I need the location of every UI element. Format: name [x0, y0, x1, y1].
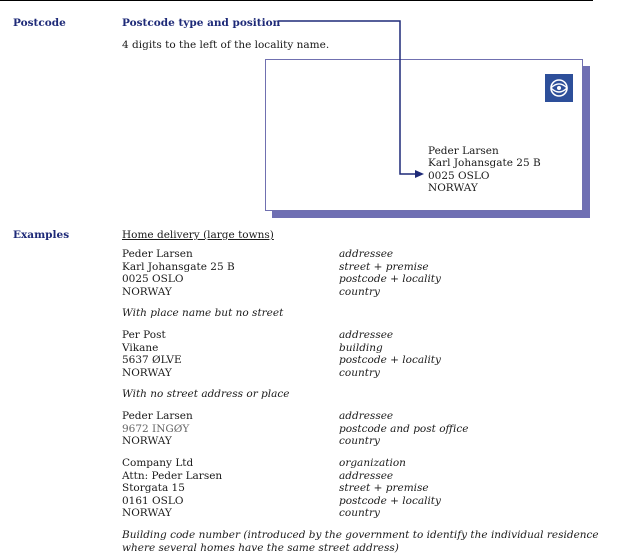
address-line: Peder Larsen — [122, 248, 193, 260]
address-line: Karl Johansgate 25 B — [122, 260, 235, 273]
examples-label: Examples — [13, 229, 70, 241]
footnote-line: where several homes have the same street address) — [122, 541, 399, 554]
example-2-descriptions — [339, 329, 441, 379]
description-line: postcode + locality — [339, 494, 441, 507]
address-line: 9672 INGØY — [122, 422, 190, 435]
address-line: NORWAY — [122, 366, 172, 379]
description-line: addressee — [339, 329, 394, 341]
address-line: 0025 OSLO — [122, 273, 184, 286]
envelope-line: Karl Johansgate 25 B — [428, 157, 541, 170]
address-line: 0161 OSLO — [122, 494, 184, 507]
address-line: NORWAY — [122, 435, 172, 448]
address-line: Storgata 15 — [122, 482, 185, 495]
address-line: NORWAY — [122, 285, 172, 298]
address-line: Attn: Peder Larsen — [122, 469, 223, 482]
example-4-descriptions — [339, 457, 441, 520]
example-3-address — [122, 410, 193, 448]
envelope-line: 0025 OSLO — [428, 169, 490, 182]
address-line: Per Post — [122, 329, 166, 341]
example-1-address — [122, 248, 235, 298]
description-line: building — [339, 341, 383, 354]
description-line: addressee — [339, 410, 394, 422]
description-line: street + premise — [339, 482, 429, 495]
description-line: street + premise — [339, 260, 429, 273]
example-4-address — [122, 457, 222, 520]
description-line: postcode + locality — [339, 354, 441, 367]
address-line: Peder Larsen — [122, 410, 193, 422]
description-line: country — [339, 507, 380, 520]
address-line: Company Ltd — [122, 457, 194, 469]
postcode-description: 4 digits to the left of the locality name. — [122, 39, 330, 51]
postcode-title: Postcode type and position — [122, 17, 281, 29]
building-code-note — [122, 529, 602, 554]
description-line: organization — [339, 457, 406, 469]
envelope-line: Peder Larsen — [428, 145, 499, 157]
address-line: 5637 ØLVE — [122, 354, 182, 367]
note-no-street: With no street address or place — [122, 388, 290, 400]
description-line: addressee — [339, 248, 394, 260]
postcode-label: Postcode — [13, 17, 66, 29]
envelope-line: NORWAY — [428, 181, 478, 194]
description-line: postcode and post office — [339, 422, 469, 435]
example-3-descriptions — [339, 410, 468, 448]
note-place-name: With place name but no street — [122, 307, 284, 319]
description-line: country — [339, 366, 380, 379]
example-1-descriptions — [339, 248, 441, 298]
description-line: postcode + locality — [339, 273, 441, 286]
examples-subheading: Home delivery (large towns) — [122, 229, 274, 241]
description-line: country — [339, 435, 380, 448]
address-line: NORWAY — [122, 507, 172, 520]
description-line: country — [339, 285, 380, 298]
footnote-line: Building code number (introduced by the government to identify the individual residence — [122, 529, 599, 541]
example-2-address — [122, 329, 182, 379]
address-line: Vikane — [122, 341, 159, 354]
description-line: addressee — [339, 469, 394, 482]
